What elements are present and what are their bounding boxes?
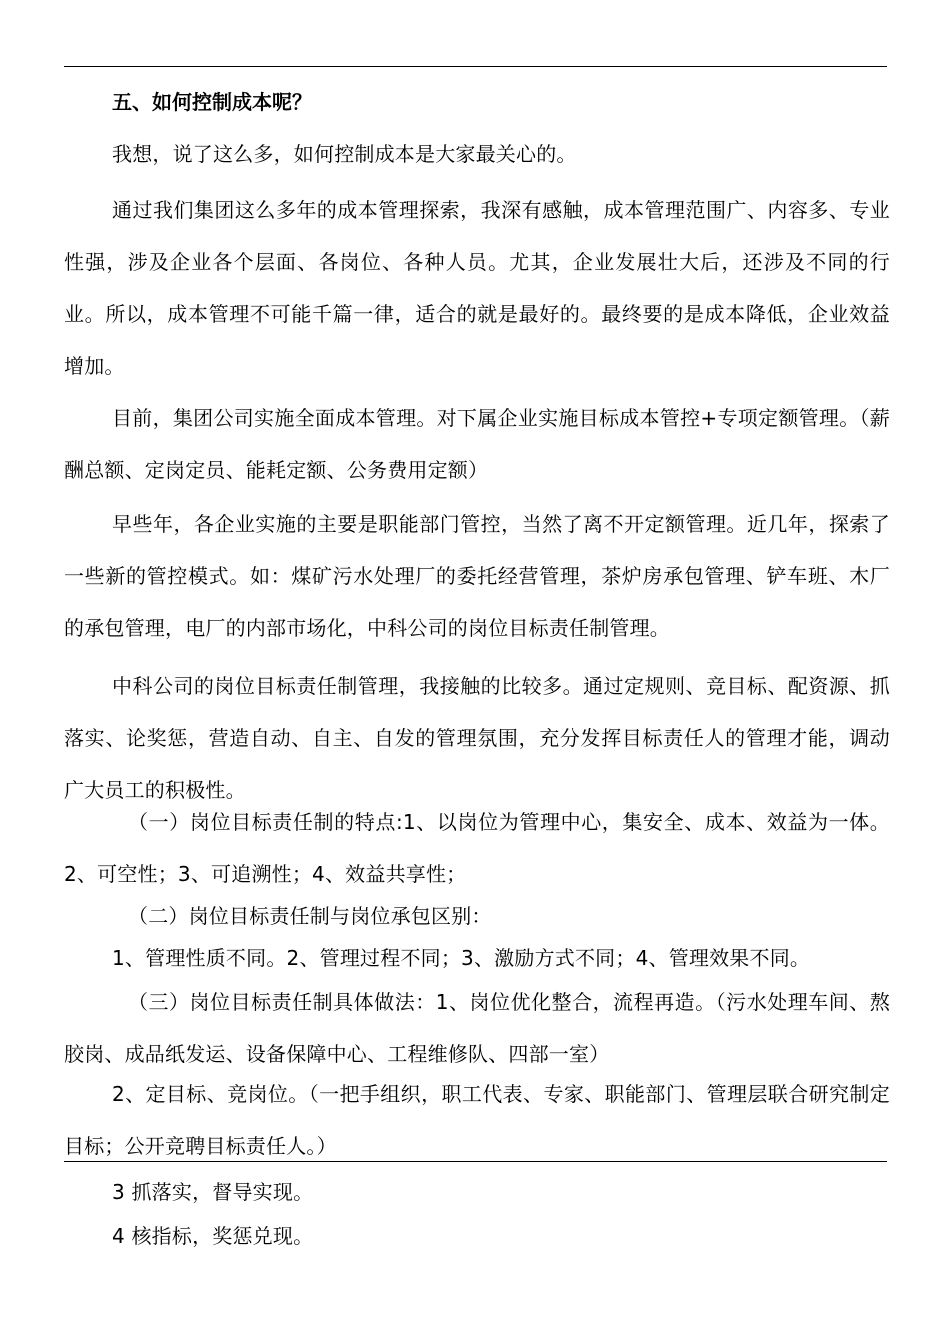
paragraph-current: 目前，集团公司实施全面成本管理。对下属企业实施目标成本管控+专项定额管理。（薪酬总额、定岗定员、能耗定额、公务费用定额） — [64, 406, 890, 482]
paragraph-difference-title: （二）岗位目标责任制与岗位承包区别： — [128, 904, 492, 928]
section-heading: 五、如何控制成本呢？ — [112, 90, 312, 114]
page-break-rule — [64, 1161, 887, 1162]
paragraph-methods: （三）岗位目标责任制具体做法：1、岗位优化整合，流程再造。（污水处理车间、熬胶岗、成品纸发运、设备保障中心、工程维修队、四部一室） — [64, 990, 890, 1066]
paragraph-history: 早些年，各企业实施的主要是职能部门管控，当然了离不开定额管理。近几年，探索了一些新的管控模式。如：煤矿污水处理厂的委托经营管理，茶炉房承包管理、铲车班、木厂的承包管理，电厂的内部市场化，中科公司的岗位目标责任制管理。 — [64, 512, 890, 640]
paragraph-differences: 1、管理性质不同。2、管理过程不同；3、激励方式不同；4、管理效果不同。 — [112, 946, 811, 970]
paragraph-intro: 我想，说了这么多，如何控制成本是大家最关心的。 — [112, 142, 577, 166]
paragraph-exploration: 通过我们集团这么多年的成本管理探索，我深有感触，成本管理范围广、内容多、专业性强，涉及企业各个层面、各岗位、各种人员。尤其，企业发展壮大后，还涉及不同的行业。所以，成本管理不可能千篇一律，适合的就是最好的。最终要的是成本降低，企业效益增加。 — [64, 198, 890, 378]
paragraph-targets: 2、定目标、竞岗位。（一把手组织，职工代表、专家、职能部门、管理层联合研究制定目标；公开竞聘目标责任人。） — [64, 1082, 890, 1158]
paragraph-zhongke: 中科公司的岗位目标责任制管理，我接触的比较多。通过定规则、竞目标、配资源、抓落实、论奖惩，营造自动、自主、自发的管理氛围，充分发挥目标责任人的管理才能，调动广大员工的积极性。 — [64, 674, 890, 802]
paragraph-features: （一）岗位目标责任制的特点:1、以岗位为管理中心，集安全、成本、效益为一体。2、可空性；3、可追溯性；4、效益共享性； — [64, 810, 890, 886]
paragraph-assess: 4 核指标，奖惩兑现。 — [112, 1224, 314, 1248]
header-rule — [64, 66, 887, 67]
paragraph-implement: 3 抓落实，督导实现。 — [112, 1180, 314, 1204]
